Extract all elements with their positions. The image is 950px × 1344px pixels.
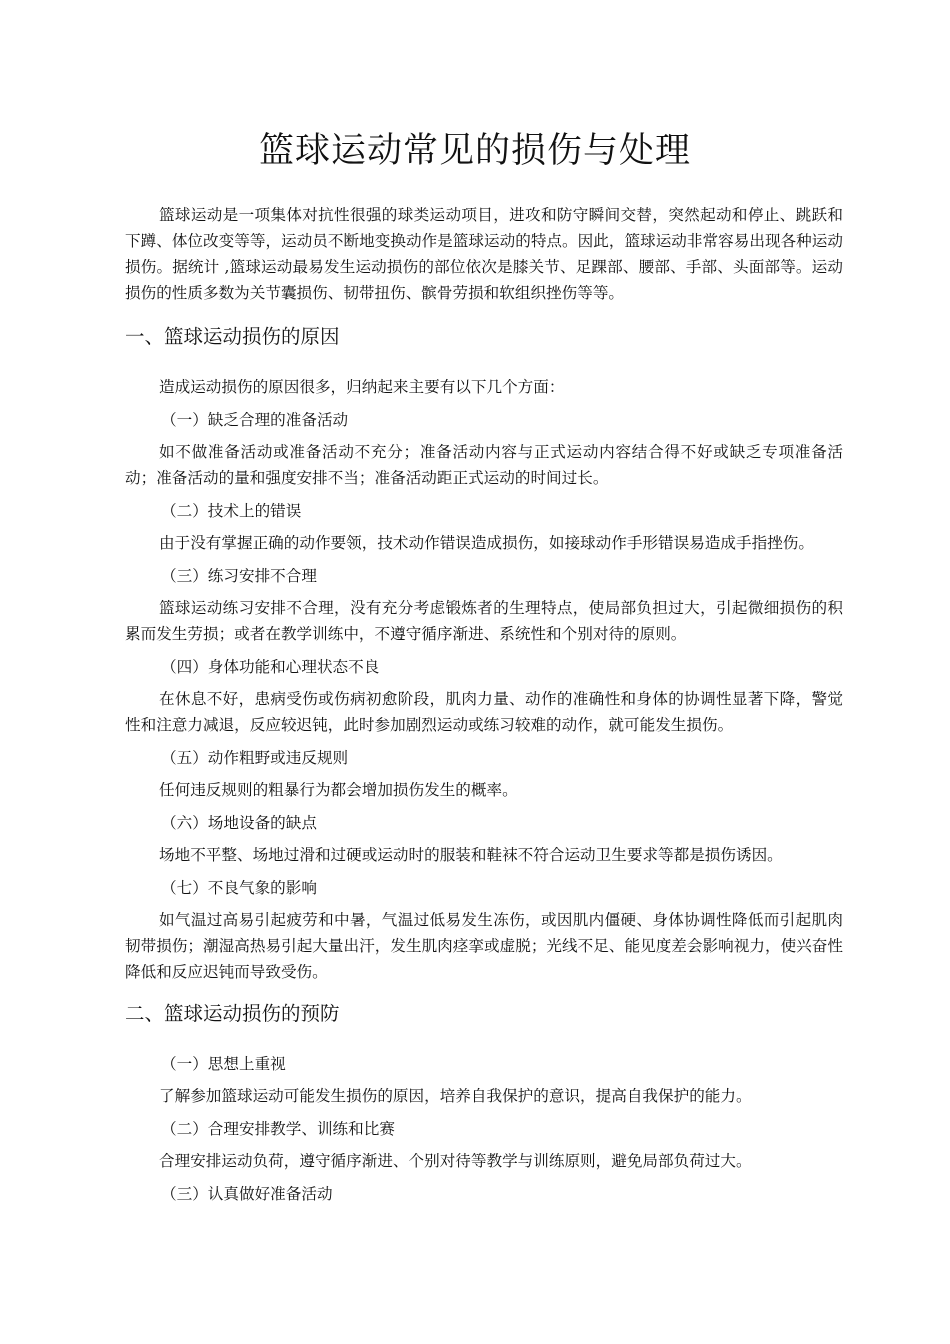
document-body xyxy=(125,202,843,1213)
cause-text: 如不做准备活动或准备活动不充分；准备活动内容与正式运动内容结合得不好或缺乏专项准备活动；准备活动的量和强度安排不当；准备活动距正式运动的时间过长。 xyxy=(125,443,843,487)
section-heading-prevention: 二、篮球运动损伤的预防 xyxy=(125,1002,340,1025)
prevention-label: （三）认真做好准备活动 xyxy=(161,1185,333,1203)
prevention-label: （一）思想上重视 xyxy=(161,1055,286,1073)
causes-lead: 造成运动损伤的原因很多，归纳起来主要有以下几个方面： xyxy=(159,378,565,396)
prevention-text: 合理安排运动负荷，遵守循序渐进、个别对待等教学与训练原则，避免局部负荷过大。 xyxy=(159,1152,752,1170)
prevention-label: （二）合理安排教学、训练和比赛 xyxy=(161,1120,395,1138)
cause-text: 由于没有掌握正确的动作要领，技术动作错误造成损伤，如接球动作手形错误易造成手指挫伤。 xyxy=(159,534,814,552)
prevention-text: 了解参加篮球运动可能发生损伤的原因，培养自我保护的意识，提高自我保护的能力。 xyxy=(159,1087,752,1105)
cause-label: （七）不良气象的影响 xyxy=(161,879,317,897)
intro-paragraph: 篮球运动是一项集体对抗性很强的球类运动项目，进攻和防守瞬间交替，突然起动和停止、跳跃和下蹲、体位改变等等，运动员不断地变换动作是篮球运动的特点。因此，篮球运动非常容易出现各种运动损伤。据统计 ,篮球运动最易发生运动损伤的部位依次是膝关节、足踝部、腰部、手部、头面部等。运动损伤的性质多数为关节囊损伤、韧带扭伤、髌骨劳损和软组织挫伤等等。 xyxy=(125,206,843,302)
cause-label: （二）技术上的错误 xyxy=(161,502,302,520)
cause-label: （三）练习安排不合理 xyxy=(161,567,317,585)
cause-text: 如气温过高易引起疲劳和中暑，气温过低易发生冻伤，或因肌内僵硬、身体协调性降低而引起肌肉韧带损伤；潮湿高热易引起大量出汗，发生肌肉痉挛或虚脱；光线不足、能见度差会影响视力，使兴奋性降低和反应迟钝而导致受伤。 xyxy=(125,911,843,981)
cause-label: （五）动作粗野或违反规则 xyxy=(161,749,349,767)
section-heading-causes: 一、篮球运动损伤的原因 xyxy=(125,325,340,348)
cause-text: 场地不平整、场地过滑和过硬或运动时的服装和鞋袜不符合运动卫生要求等都是损伤诱因。 xyxy=(159,846,783,864)
cause-label: （一）缺乏合理的准备活动 xyxy=(161,411,349,429)
cause-text: 在休息不好，患病受伤或伤病初愈阶段，肌肉力量、动作的准确性和身体的协调性显著下降，警觉性和注意力减退，反应较迟钝，此时参加剧烈运动或练习较难的动作，就可能发生损伤。 xyxy=(125,690,843,734)
cause-text: 篮球运动练习安排不合理，没有充分考虑锻炼者的生理特点，使局部负担过大，引起微细损伤的积累而发生劳损；或者在教学训练中，不遵守循序渐进、系统性和个别对待的原则。 xyxy=(125,599,843,643)
cause-text: 任何违反规则的粗暴行为都会增加损伤发生的概率。 xyxy=(159,781,518,799)
page-title: 篮球运动常见的损伤与处理 xyxy=(258,131,691,171)
cause-label: （四）身体功能和心理状态不良 xyxy=(161,658,380,676)
cause-label: （六）场地设备的缺点 xyxy=(161,814,317,832)
